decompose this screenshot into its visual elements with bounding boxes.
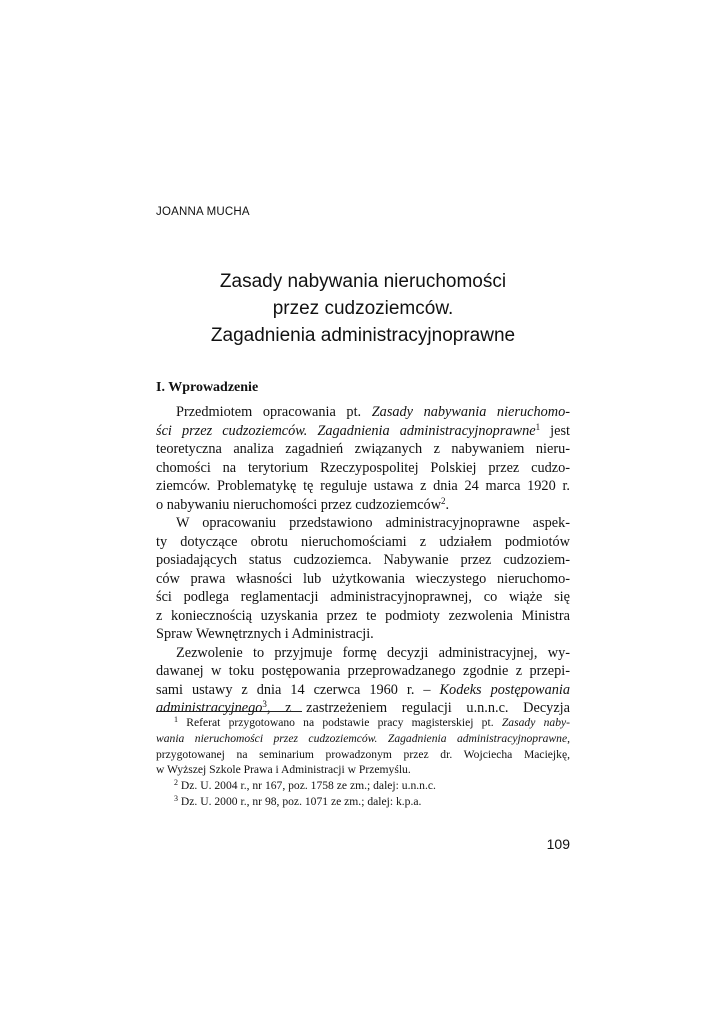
author-name: JOANNA MUCHA	[156, 206, 250, 218]
footnote-number: 3	[174, 793, 178, 803]
footnote-ref-3[interactable]: 3	[262, 699, 267, 709]
title-line-2: przez cudzoziemców.	[272, 298, 454, 319]
p1-text: .	[445, 496, 450, 513]
p1-line-3: teoretyczna analiza zagadnień związanych z nabywaniem nieru-	[156, 441, 570, 457]
footnote-ref-1[interactable]: 1	[535, 421, 541, 432]
italic-title: ści przez cudzoziemców. Zagadnienia administracyjnoprawne	[156, 422, 536, 439]
italic-act-name: Kodeks postępowania	[439, 681, 570, 698]
page-number: 109	[546, 836, 570, 852]
italic-act-name: administracyjnego	[156, 700, 263, 716]
footnote-number: 2	[174, 778, 178, 788]
footnote-text: Dz. U. 2004 r., nr 167, poz. 1758 ze zm.; dalej: u.n.n.c.	[178, 779, 436, 793]
p3-line-3	[156, 681, 570, 700]
italic-title: Zasady nabywania nieruchomo-	[371, 404, 570, 420]
footnote-number: 1	[174, 715, 178, 724]
p2-line-3: posiadających status cudzoziemca. Nabywanie przez cudzoziem-	[156, 552, 570, 568]
p1-line-4: chomości na terytorium Rzeczypospolitej Polskiej przez cudzo-	[156, 459, 570, 476]
p2-line-5: ści podlega reglamentacji administracyjnoprawnej, co wiąże się	[156, 589, 570, 605]
p1-line-1	[156, 403, 570, 422]
p2-line-7: Spraw Wewnętrznych i Administracji.	[156, 626, 374, 642]
footnote-italic: Zasady naby-	[501, 716, 571, 729]
title-line-3: Zagadnienia administracyjnoprawne	[210, 325, 516, 346]
p2-line-1: W opracowaniu przedstawiono administracyjnoprawne aspek-	[176, 515, 570, 531]
p1-text: jest	[540, 422, 570, 439]
footnotes	[156, 715, 570, 810]
footnote-italic: wania nieruchomości przez cudzoziemców. Zagadnienia administracyjnoprawne	[156, 731, 568, 745]
footnote-1-line-3: przygotowanej na seminarium prowadzonym przez dr. Wojciecha Maciejkę,	[156, 747, 570, 761]
footnote-separator	[156, 711, 302, 712]
footnote-1-line-2	[156, 731, 570, 747]
p3-text: sami ustawy z dnia 14 czerwca 1960 r. –	[156, 681, 440, 698]
footnote-1-line-1	[156, 715, 570, 731]
p3-line-2: dawanej w toku postępowania przeprowadzanego zgodnie z przepi-	[156, 663, 570, 679]
p3-line-1: Zezwolenie to przyjmuje formę decyzji administracyjnej, wy-	[176, 644, 570, 661]
section-heading: I. Wprowadzenie	[156, 380, 259, 395]
footnote-text: ,	[567, 731, 570, 745]
p2-line-2: ty dotyczące obrotu nieruchomościami z udziałem podmiotów	[156, 533, 570, 550]
footnote-2	[156, 778, 570, 794]
footnote-text: Referat przygotowano na podstawie pracy magisterskiej pt.	[178, 716, 502, 729]
p1-line-5: ziemców. Problematykę tę reguluje ustawa z dnia 24 marca 1920 r.	[156, 478, 570, 494]
body-text	[156, 403, 570, 718]
p3-text: , z zastrzeżeniem regulacji u.n.n.c. Decyzja	[266, 700, 570, 716]
p1-text: Przedmiotem opracowania pt.	[176, 404, 372, 420]
p2-line-4: ców prawa własności lub użytkowania wieczystego nieruchomo-	[156, 570, 570, 587]
footnote-ref-2[interactable]: 2	[441, 495, 446, 506]
footnote-text: Dz. U. 2000 r., nr 98, poz. 1071 ze zm.; dalej: k.p.a.	[178, 794, 422, 808]
title-line-1: Zasady nabywania nieruchomości	[219, 271, 507, 292]
footnote-3	[156, 794, 570, 810]
article-title	[156, 268, 570, 349]
p2-line-6: z koniecznością uzyskania przez te podmioty zezwolenia Ministra	[156, 607, 570, 624]
footnote-1-line-4: w Wyższej Szkole Prawa i Administracji w Przemyślu.	[156, 763, 411, 777]
p1-text: o nabywaniu nieruchomości przez cudzoziemców	[156, 496, 442, 513]
p1-line-2	[156, 422, 570, 441]
p1-line-6	[156, 496, 570, 515]
